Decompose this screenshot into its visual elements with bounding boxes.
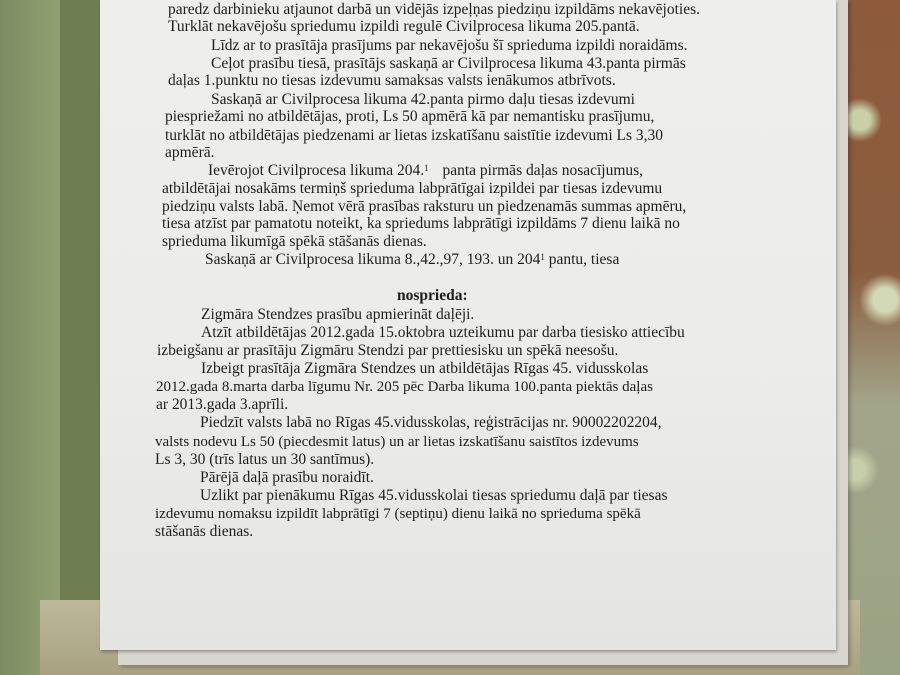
text-line-part: pantu, tiesa xyxy=(544,251,620,268)
text-line: sprieduma likumīgā spēkā stāšanās dienas. xyxy=(162,233,427,250)
text-line: daļas 1.punktu no tiesas izdevumu samaksas valsts ienākumos atbrīvots. xyxy=(168,72,616,89)
superscript-mark: 1 xyxy=(540,252,545,262)
text-line: izbeigšanu ar prasītāju Zigmāru Stendzi par prettiesisku un spēkā neesošu. xyxy=(157,342,619,359)
text-line: izdevumu nomaksu izpildīt labprātīgi 7 (septiņu) dienu laikā no sprieduma spēkā xyxy=(155,506,641,522)
text-line: Piedzīt valsts labā no Rīgas 45.vidusskolas, reģistrācijas nr. 90002202204, xyxy=(200,414,662,431)
text-line: Saskaņā ar Civilprocesa likuma 42.panta pirmo daļu tiesas izdevumi xyxy=(211,91,635,108)
text-line: stāšanās dienas. xyxy=(155,523,254,540)
superscript-mark: 1 xyxy=(424,163,429,173)
text-line: atbildētājai nosakāms termiņš sprieduma labprātīgai izpildei par tiesas izdevumu xyxy=(162,180,663,197)
text-line: Izbeigt prasītāja Zigmāra Stendzes un atbildētājas Rīgas 45. vidusskolas xyxy=(201,360,649,377)
text-line: Ls 3, 30 (trīs latus un 30 santīmus). xyxy=(155,451,375,468)
text-line: Līdz ar to prasītāja prasījums par nekavējošu šī sprieduma izpildi noraidāms. xyxy=(211,37,688,54)
text-line: Pārējā daļā prasību noraidīt. xyxy=(200,469,374,486)
text-line: Turklāt nekavējošu spriedumu izpildi regulē Civilprocesa likuma 205.pantā. xyxy=(168,18,640,35)
text-line-part: panta pirmās daļas nosacījumus, xyxy=(442,162,644,179)
text-line: apmērā. xyxy=(165,144,215,161)
text-line: paredz darbinieku atjaunot darbā un vidējās izpeļņas piedziņu izpildāms nekavējoties. xyxy=(168,1,700,18)
text-line: valsts nodevu Ls 50 (piecdesmit latus) un ar lietas izskatīšanu saistītos izdevums xyxy=(155,434,639,450)
text-line xyxy=(205,251,619,269)
text-line: Ceļot prasību tiesā, prasītājs saskaņā ar Civilprocesa likuma 43.panta pirmās xyxy=(211,55,686,72)
text-line-part: Saskaņā ar Civilprocesa likuma 8.,42.,97, 193. un 204 xyxy=(205,251,541,268)
text-line: Zigmāra Stendzes prasību apmierināt daļēji. xyxy=(201,306,475,323)
text-line: piedziņu valsts labā. Ņemot vērā prasības raksturu un piedzenamās summas apmēru, xyxy=(162,198,687,215)
text-line: turklāt no atbildētājas piedzenami ar lietas izskatīšanu saistītie izdevumi Ls 3,30 xyxy=(165,127,664,144)
text-line: 2012.gada 8.marta darba līgumu Nr. 205 pēc Darba likuma 100.panta piektās daļas xyxy=(156,379,653,395)
text-line: ar 2013.gada 3.aprīli. xyxy=(156,396,289,413)
text-line: piespriežami no atbildētājas, proti, Ls 50 apmērā kā par nemantisku prasījumu, xyxy=(165,108,655,125)
text-line: Atzīt atbildētājas 2012.gada 15.oktobra uzteikumu par darba tiesisko attiecību xyxy=(201,324,685,341)
text-line: tiesa atzīst par pamatotu noteikt, ka spriedums labprātīgi izpildāms 7 dienu laikā no xyxy=(162,215,680,232)
text-line: Uzlikt par pienākumu Rīgas 45.vidusskolai tiesas spriedumu daļā par tiesas xyxy=(200,487,668,504)
text-line xyxy=(208,162,643,180)
text-line-part: Ievērojot Civilprocesa likuma 204. xyxy=(208,162,425,179)
verdict-heading: nospriedа: xyxy=(397,287,468,304)
